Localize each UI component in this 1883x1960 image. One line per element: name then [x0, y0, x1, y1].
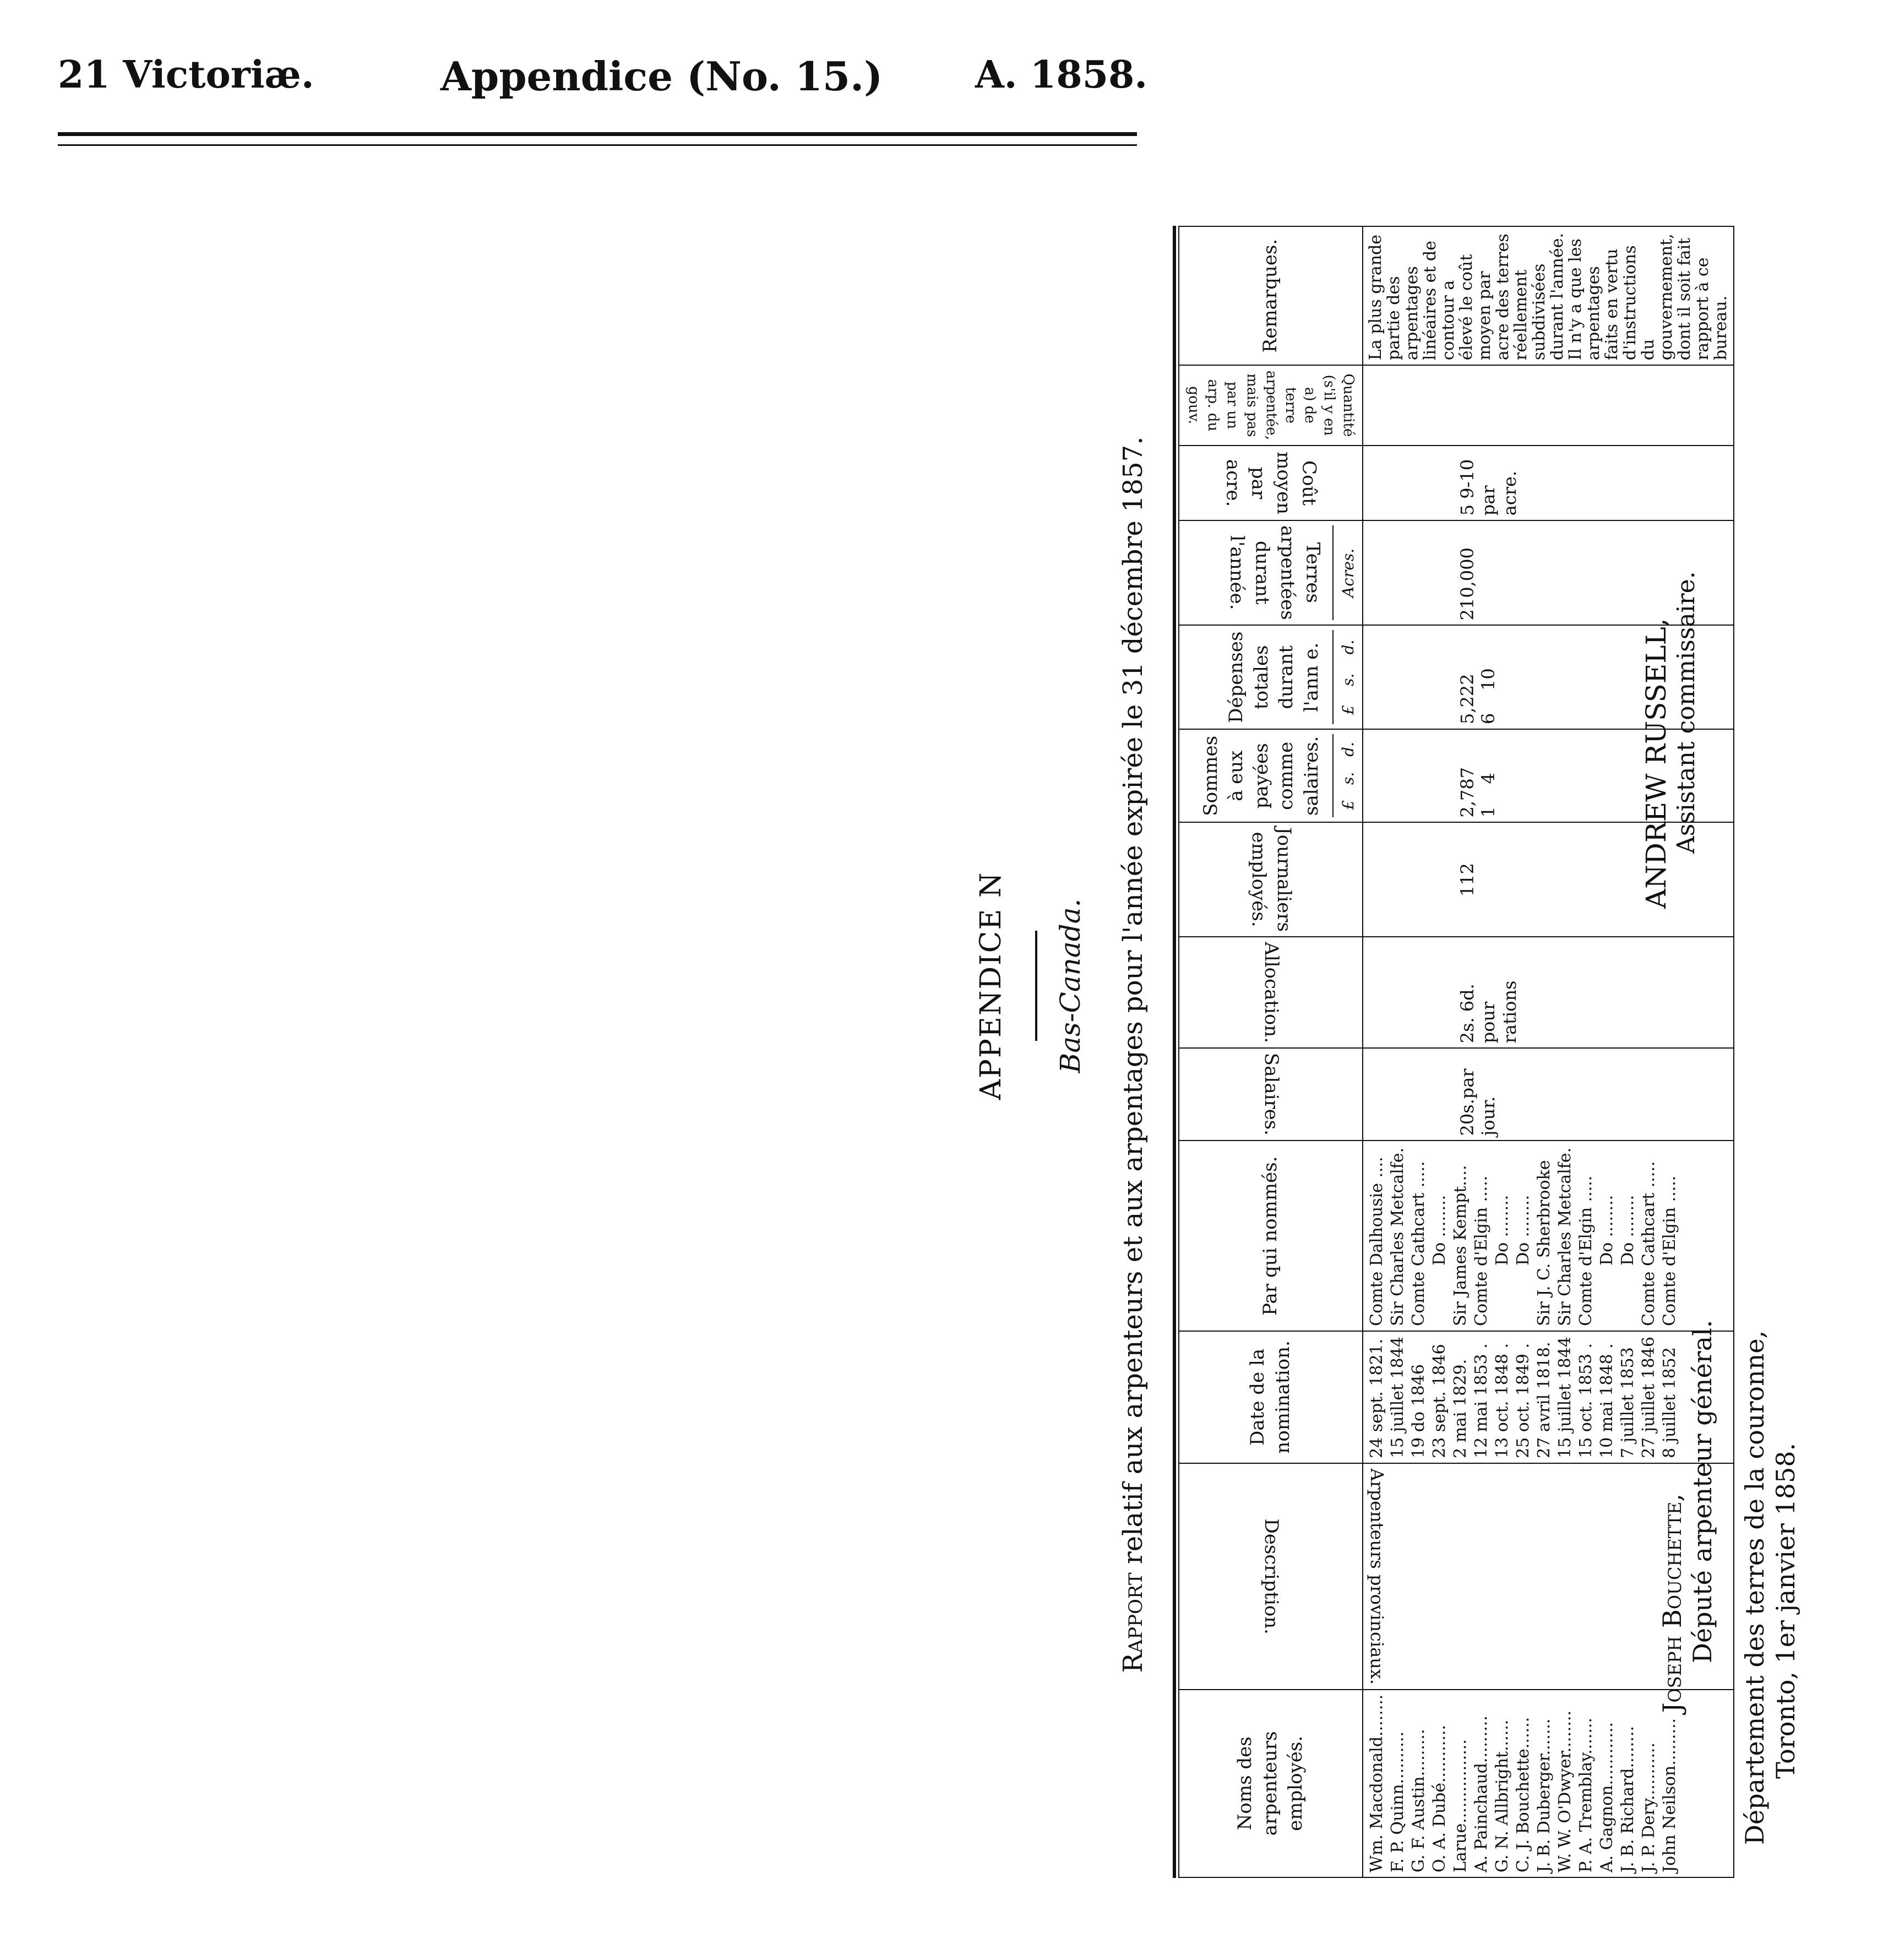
col-header-cout — [1179, 446, 1363, 520]
depenses-shillings: 6 — [1478, 713, 1499, 725]
header-session: 21 Victoriæ. — [58, 53, 314, 97]
appointed-by: Do ........ — [1514, 1195, 1533, 1266]
appointed-by: Sir James Kempt.... — [1451, 1165, 1470, 1326]
nomination-date: 10 mai 1848 . — [1597, 1343, 1617, 1458]
rotated-page-content — [969, 198, 1883, 1911]
appointed-by: Do ........ — [1493, 1195, 1512, 1266]
col-header-cout-text: Coût moyen par acre. — [1222, 452, 1320, 515]
sommes-pence: 4 — [1478, 773, 1499, 784]
running-header — [0, 53, 1215, 113]
col-header-appointed-by: Par qui nommés. — [1179, 1141, 1363, 1331]
department-name: Département des terres de la couronne, — [1740, 1330, 1770, 1845]
col-header-terres-text: Terres arpentées durant l'année. — [1226, 525, 1324, 621]
nomination-date: 15 juillet 1844 — [1555, 1337, 1575, 1458]
appointed-by: Sir J. C. Sherbrooke — [1534, 1160, 1554, 1326]
surveyor-name: Wm. Macdonald........ — [1367, 1694, 1386, 1872]
appointed-by: Sir Charles Metcalfe. — [1555, 1147, 1575, 1326]
col-header-salaries-text: Salaires. — [1260, 1053, 1282, 1136]
nomination-date: 24 sept. 1821. — [1367, 1338, 1386, 1458]
col-header-description-text: Description. — [1260, 1518, 1282, 1635]
unit-acres: Acres. — [1339, 548, 1358, 598]
table-top-rule — [1173, 226, 1176, 1878]
nomination-date: 19 do 1846 — [1409, 1364, 1428, 1458]
sommes-shillings: 1 — [1478, 806, 1499, 818]
signatory-name-russell: ANDREW RUSSELL, — [1640, 618, 1672, 909]
signatory-title-russell: Assistant commissaire. — [1672, 571, 1700, 854]
depenses-pence: 10 — [1478, 668, 1499, 691]
surveyor-name: C. J. Bouchette...... — [1514, 1717, 1533, 1872]
surveyor-name: W. W. O'Dwyer........ — [1555, 1711, 1575, 1872]
currency-units-sommes — [1332, 734, 1359, 817]
appointed-by: Comte d'Elgin ..... — [1472, 1175, 1491, 1326]
nomination-date: 7 juillet 1853 — [1618, 1347, 1637, 1458]
surveyor-name: J. B. Richard........ — [1618, 1726, 1637, 1872]
appendix-region: Bas-Canada. — [1054, 898, 1086, 1073]
surveyor-name: J. B. Duberger....... — [1534, 1718, 1554, 1872]
unit-pounds: £ — [1339, 705, 1358, 715]
unit-shillings: s. — [1339, 772, 1358, 785]
nomination-date: 12 mai 1853 . — [1472, 1343, 1491, 1458]
place-and-date: Toronto, 1er janvier 1858. — [1770, 1442, 1800, 1779]
col-header-depenses — [1179, 625, 1363, 729]
nomination-date: 2 mai 1829. — [1451, 1359, 1470, 1458]
col-header-quantite-text: Quantité (s'il y en a) de terre arpentée, mais pas par un arp. du gouv. — [1185, 371, 1357, 441]
cell-cout: 5 9-10 par acre. — [1363, 446, 1734, 520]
col-header-sommes — [1179, 729, 1363, 822]
sommes-pounds: 2,787 — [1457, 767, 1478, 818]
report-lead: Rapport — [1118, 1572, 1149, 1673]
header-year: A. 1858. — [975, 53, 1147, 97]
nomination-date: 15 juillet 1844 — [1388, 1337, 1407, 1458]
description-value: Arpenteurs provinciaux. — [1367, 1468, 1387, 1685]
appointed-by: Comte d'Elgin ..... — [1660, 1175, 1679, 1326]
col-header-names: Noms des arpenteurs employés. — [1179, 1690, 1363, 1877]
appointed-by: Comte Cathcart ..... — [1639, 1161, 1658, 1326]
report-title — [1118, 198, 1149, 1911]
col-header-date: Date de la nomination. — [1179, 1331, 1363, 1463]
surveyor-name: John Neilson......... — [1660, 1718, 1679, 1872]
surveyor-name: Larue................ — [1451, 1739, 1470, 1872]
col-header-quantite — [1179, 365, 1363, 446]
surveyor-name: A. Painchaud......... — [1472, 1715, 1491, 1872]
unit-pounds: £ — [1339, 800, 1358, 810]
signature-block-right — [1641, 248, 1700, 909]
unit-shillings: s. — [1339, 673, 1358, 686]
col-header-journaliers — [1179, 822, 1363, 937]
currency-units-depenses — [1332, 630, 1359, 724]
unit-pence: d. — [1339, 639, 1358, 655]
unit-pence: d. — [1339, 742, 1358, 757]
nomination-date: 23 sept. 1846 — [1430, 1344, 1449, 1458]
surveyor-name: F. P. Quinn.......... — [1388, 1731, 1407, 1872]
signature-block-left — [1657, 1129, 1801, 1845]
nomination-date: 27 avril 1818. — [1534, 1342, 1554, 1458]
nomination-date: 25 oct. 1849 . — [1514, 1343, 1533, 1458]
nomination-date: 27 juillet 1846 — [1639, 1337, 1658, 1458]
cell-salaries: 20s.par jour. — [1363, 1048, 1734, 1141]
surveyor-name: P. A. Tremblay....... — [1576, 1718, 1596, 1872]
nomination-date: 13 oct. 1848 . — [1493, 1343, 1512, 1458]
acres-unit-row — [1332, 525, 1359, 620]
appointed-by: Do ........ — [1430, 1195, 1449, 1266]
surveyor-name: A. Gagnon............ — [1597, 1722, 1617, 1872]
appointed-by: Do ........ — [1618, 1195, 1637, 1266]
appointed-by: Do ........ — [1597, 1195, 1617, 1266]
col-header-sommes-text: Sommes à eux payées comme salaires. — [1199, 735, 1323, 816]
header-rule-thin — [58, 144, 1137, 146]
nomination-date: 15 oct. 1853 . — [1576, 1343, 1596, 1458]
table-header-row — [1179, 226, 1363, 1877]
appendix-title: APPENDICE N — [975, 871, 1008, 1100]
cell-terres: 210,000 — [1363, 520, 1734, 625]
appointed-by: Comte Cathcart ..... — [1409, 1161, 1428, 1326]
surveyor-name: G. N. Allbright...... — [1493, 1719, 1512, 1872]
cell-allowance: 2s. 6d. pour rations — [1363, 937, 1734, 1048]
col-header-remarques: Remarques. — [1179, 226, 1363, 365]
col-header-terres — [1179, 520, 1363, 625]
appointed-by: Sir Charles Metcalfe. — [1388, 1147, 1407, 1326]
depenses-pounds: 5,222 — [1457, 674, 1478, 725]
col-header-allowance — [1179, 937, 1363, 1048]
col-header-journaliers-text: Journaliers employés. — [1248, 827, 1295, 932]
signatory-title-bouchette: Député arpenteur général. — [1688, 1320, 1718, 1663]
signatory-name-bouchette: Joseph Bouchette, — [1657, 1493, 1687, 1713]
cell-remarques: La plus grande partie des arpentages linéaires et de contour a élevé le coût moyen par acre des terres réellement subdivisées durant l'année. Il n'y a que les arpentages faits en vertu d'instructions du gouvernement, dont il soit fait rapport à ce bureau. — [1363, 226, 1734, 365]
report-title-rest: relatif aux arpenteurs et aux arpentages pour l'année expirée le 31 décembre 1857. — [1118, 436, 1149, 1573]
appointed-by: Comte Dalhousie .... — [1367, 1157, 1386, 1326]
header-rule-thick — [58, 132, 1137, 136]
col-header-allowance-text: Allocation. — [1260, 942, 1282, 1044]
surveyor-name: O. A. Dubé........... — [1430, 1725, 1449, 1872]
col-header-depenses-text: Dépenses totales durant l'ann e. — [1225, 631, 1323, 723]
nomination-date: 8 juillet 1852 — [1660, 1347, 1679, 1458]
col-header-salaries — [1179, 1048, 1363, 1141]
header-appendix: Appendice (No. 15.) — [440, 53, 883, 100]
appendix-rule — [1035, 931, 1037, 1041]
surveyor-name: J. P. Dery........... — [1639, 1742, 1658, 1872]
surveyor-name: G. F. Austin......... — [1409, 1729, 1428, 1872]
appointed-by: Comte d'Elgin ..... — [1576, 1175, 1596, 1326]
col-header-description — [1179, 1463, 1363, 1690]
cell-journaliers: 112 — [1363, 822, 1734, 937]
